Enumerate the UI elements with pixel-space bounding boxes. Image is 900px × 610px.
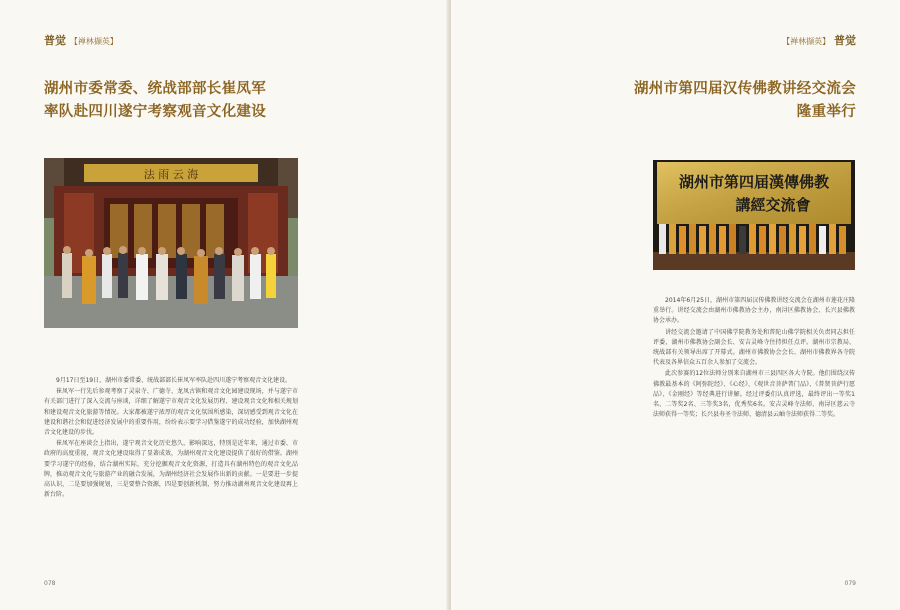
left-article-title [44,77,344,123]
page-number-right: 079 [844,580,856,587]
header-section-tag: 【禅林撷英】 [69,37,118,46]
right-page [451,0,900,610]
left-article-body [44,376,298,501]
right-header [782,32,856,48]
title-line-2: 率队赴四川遂宁考察观音文化建设 [44,103,266,120]
right-article-title [536,77,856,123]
header-brand: 普觉 [834,34,856,47]
paragraph: 此次参赛的12位法师分别来自湖州市三县四区各大寺院。他们围绕汉传佛教最基本的《阿弥陀经》、《心经》、《观世音菩萨普门品》、《普贤菩萨行愿品》、《金刚经》等经典进行讲解。经过评委们认真评选，最终评出一等奖1名、二等奖2名、三等奖3名，优秀奖6名。安吉灵峰寺法师、南浔区慈云寺法师获得一等奖；长兴县寿圣寺法师、德清县云岫寺法师获得二等奖。 [653,370,855,419]
left-header [44,32,118,48]
paragraph: 崔凤军在座谈会上指出，遂宁观音文化历史悠久，影响深远，特别是近年来，通过市委、市政府的高度重视，观音文化建设取得了显著成效，为湖州观音文化建设提供了很好的借鉴。湖州要学习遂宁的经验，结合湖州实际，充分挖掘观音文化资源，打造具有湖州特色的观音文化品牌，推动观音文化与旅游产业的融合发展，为湖州经济社会发展作出新的贡献。一是要进一步提高认识，二是要加强规划，三是要整合资源，四是要创新机制，努力推动湖州观音文化建设再上新台阶。 [44,440,298,499]
paragraph: 讲经交流会邀请了中国佛学院教务处和普陀山佛学院相关负责同志担任评委，湖州市佛教协会副会长、安吉灵峰寺住持担任点评。湖州市宗教局、统战部有关领导出席了开幕式。湖州市佛教协会会长、湖州市佛教界各寺院代表及各界信众五百余人参加了交流会。 [653,328,855,367]
page-number-left: 078 [44,580,56,587]
title-line-2: 隆重举行 [796,103,856,120]
header-brand: 普觉 [44,34,66,47]
group-photo-temple [44,158,298,328]
left-page [0,0,449,610]
title-line-1: 湖州市第四届汉传佛教讲经交流会 [634,80,856,97]
conference-stage-photo [653,160,855,270]
title-line-1: 湖州市委常委、统战部部长崔凤军 [44,80,266,97]
stage-banner-line-1: 湖州市第四届漢傳佛教 [678,173,830,191]
temple-banner-text: 法 雨 云 海 [143,168,199,181]
header-section-tag: 【禅林撷英】 [782,37,831,46]
right-article-body [653,296,855,421]
stage-banner-line-2: 講經交流會 [735,196,811,214]
paragraph: 9月17日至19日，湖州市委常委、统战部部长崔凤军率队赴四川遂宁考察观音文化建设。 [56,377,292,384]
paragraph: 崔凤军一行先后参观考察了灵泉寺、广德寺、龙凤古镇和观音文化园建设现场，并与遂宁市有关部门进行了深入交流与座谈，详细了解遂宁市观音文化发展历程、建设观音文化和相关规划和建设观音文化旅游等情况。大家都被遂宁浓厚的观音文化氛围所感染，深切感受到观音文化在建设和谐社会和促进经济发展中的重要作用，纷纷表示要学习借鉴遂宁的成功经验，加快湖州观音文化建设的步伐。 [44,388,298,437]
paragraph: 2014年6月25日，湖州市第四届汉传佛教讲经交流会在湖州市莲花庄隆重举行。讲经交流会由湖州市佛教协会主办，南浔区佛教协会、长兴县佛教协会承办。 [653,297,855,325]
